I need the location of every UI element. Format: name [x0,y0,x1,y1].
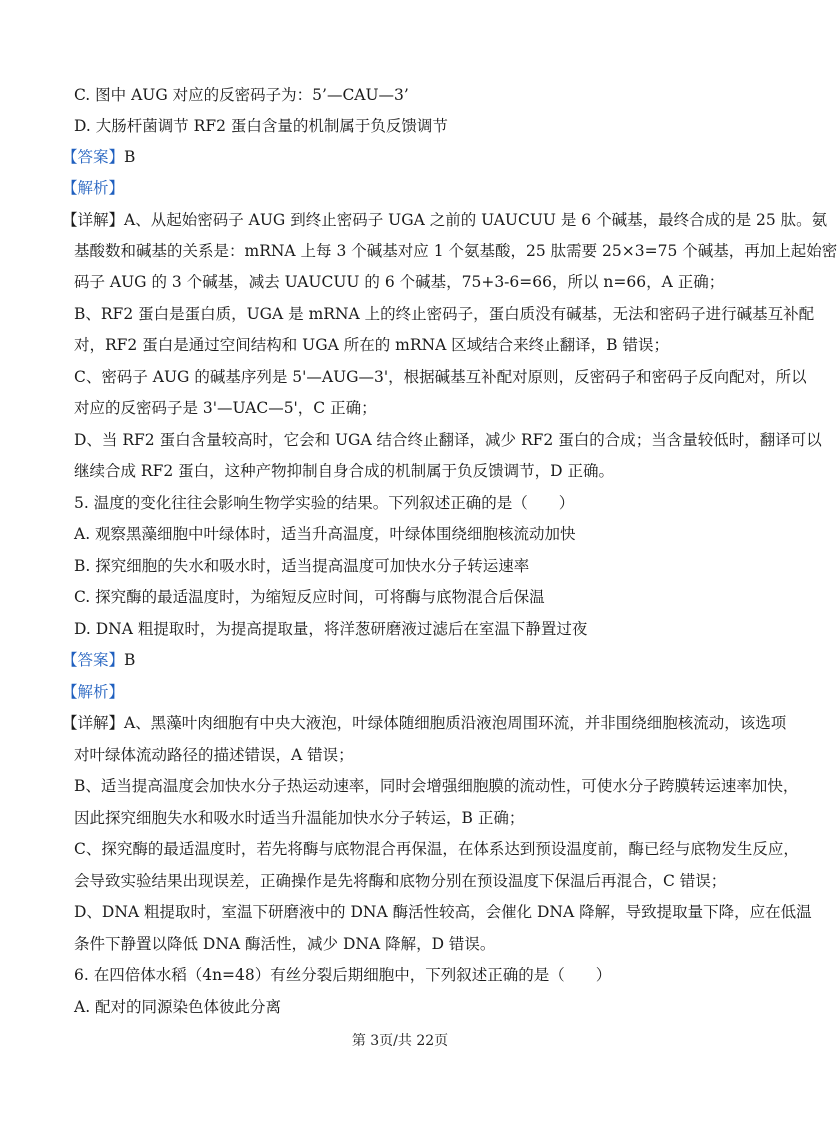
q4-detail-line: 对应的反密码子是 3'—UAC—5'，C 正确； [74,399,377,417]
answer-tag: 【答案】 [62,148,125,166]
q5-analysis-tag [62,681,742,703]
q4-analysis-tag [62,177,742,199]
q4-detail-line: B、RF2 蛋白是蛋白质，UGA 是 mRNA 上的终止密码子，蛋白质没有碱基，无法和密码子进行碱基互补配 [74,305,815,323]
q5-option-c: C. 探究酶的最适温度时，为缩短反应时间，可将酶与底物混合后保温 [74,588,545,606]
q5-detail-line: B、适当提高温度会加快水分子热运动速率，同时会增强细胞膜的流动性，可使水分子跨膜转运速率加快， [74,777,799,795]
q5-detail-line: C、探究酶的最适温度时，若先将酶与底物混合再保温，在体系达到预设温度前，酶已经与底物发生反应， [74,840,799,858]
analysis-tag: 【解析】 [62,683,125,701]
q5-detail-line: 会导致实验结果出现误差，正确操作是先将酶和底物分别在预设温度下保温后再混合，C 错误； [74,872,727,890]
q5-detail-line: D、DNA 粗提取时，室温下研磨液中的 DNA 酶活性较高，会催化 DNA 降解，导致提取量下降，应在低温 [74,903,812,921]
detail-tag: 【详解】 [62,211,125,229]
q4-detail-line: 【详解】A、从起始密码子 AUG 到终止密码子 UGA 之前的 UAUCUU 是 6 个碱基，最终合成的是 25 肽。氨 [62,211,828,229]
q5-answer [62,649,742,671]
q4-detail-line: 码子 AUG 的 3 个碱基，减去 UAUCUU 的 6 个碱基，75+3-6=66，所以 n=66，A 正确； [74,273,725,291]
q5-detail-line: 因此探究细胞失水和吸水时适当升温能加快水分子转运，B 正确； [74,809,525,827]
q4-detail-line: 对，RF2 蛋白是通过空间结构和 UGA 所在的 mRNA 区域结合来终止翻译，B 错误； [74,336,670,354]
analysis-tag: 【解析】 [62,179,125,197]
q5-detail-line: 对叶绿体流动路径的描述错误，A 错误； [74,746,354,764]
q4-answer [62,146,742,168]
q4-detail-line: C、密码子 AUG 的碱基序列是 5'—AUG—3'，根据碱基互补配对原则，反密码子和密码子反向配对，所以 [74,368,807,386]
q4-option-c: C. 图中 AUG 对应的反密码子为：5’—CAU—3’ [74,86,409,104]
q5-detail-line: 【详解】A、黑藻叶肉细胞有中央大液泡，叶绿体随细胞质沿液泡周围环流，并非围绕细胞核流动，该选项 [62,714,787,732]
q5-option-b: B. 探究细胞的失水和吸水时，适当提高温度可加快水分子转运速率 [74,557,530,575]
answer-value: B [124,651,136,669]
q4-detail-line: D、当 RF2 蛋白含量较高时，它会和 UGA 结合终止翻译，减少 RF2 蛋白的合成；当含量较低时，翻译可以 [74,431,822,449]
q6-option-a: A. 配对的同源染色体彼此分离 [74,998,282,1016]
q4-detail-line: 继续合成 RF2 蛋白，这种产物抑制自身合成的机制属于负反馈调节，D 正确。 [74,462,614,480]
q5-option-d: D. DNA 粗提取时，为提高提取量，将洋葱研磨液过滤后在室温下静置过夜 [74,620,588,638]
page-number: 第 3页/共 22页 [351,1033,449,1049]
detail-tag: 【详解】 [62,714,125,732]
q6-stem: 6. 在四倍体水稻（4n=48）有丝分裂后期细胞中，下列叙述正确的是（ ） [74,966,612,984]
answer-value: B [124,148,136,166]
q5-detail-line: 条件下静置以降低 DNA 酶活性，减少 DNA 降解，D 错误。 [74,935,496,953]
q5-stem: 5. 温度的变化往往会影响生物学实验的结果。下列叙述正确的是（ ） [74,494,575,512]
q5-option-a: A. 观察黑藻细胞中叶绿体时，适当升高温度，叶绿体围绕细胞核流动加快 [74,525,576,543]
q4-detail-line: 基酸数和碱基的关系是：mRNA 上每 3 个碱基对应 1 个氨基酸，25 肽需要 25×3=75 个碱基，再加上起始密 [74,242,837,260]
answer-tag: 【答案】 [62,651,125,669]
q4-option-d: D. 大肠杆菌调节 RF2 蛋白含量的机制属于负反馈调节 [74,117,448,135]
